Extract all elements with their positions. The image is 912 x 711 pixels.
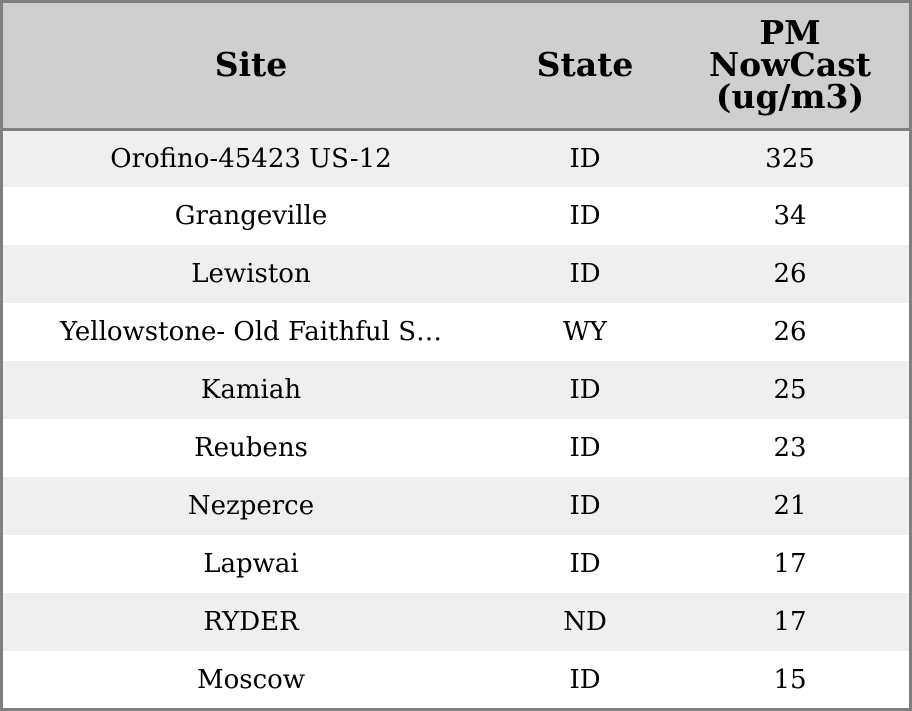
table-row	[3, 303, 909, 361]
cell-state: ID	[569, 491, 601, 521]
table-row	[3, 245, 909, 303]
header-text: (ug/m3)	[715, 77, 865, 117]
table-row	[3, 361, 909, 419]
cell-state: ID	[569, 143, 601, 174]
cell-pm-nowcast: 21	[773, 491, 807, 521]
column-header-state	[499, 3, 671, 129]
cell-site: Orofino-45423 US-12	[110, 143, 392, 174]
cell-site: Lapwai	[203, 549, 299, 579]
table-row	[3, 419, 909, 477]
cell-site: Nezperce	[187, 491, 315, 521]
cell-site: Reubens	[194, 433, 308, 463]
cell-site: Yellowstone- Old Faithful S…	[59, 317, 443, 347]
cell-state: ID	[569, 433, 601, 463]
cell-state: ID	[569, 201, 601, 231]
cell-site: Moscow	[196, 665, 306, 695]
cell-pm-nowcast: 23	[773, 433, 807, 463]
table-row	[3, 593, 909, 651]
table-row	[3, 187, 909, 245]
column-header-pm-nowcast	[671, 3, 909, 129]
table-row	[3, 535, 909, 593]
header-row	[3, 3, 909, 129]
header-text: Site	[214, 45, 288, 85]
cell-pm-nowcast: 325	[765, 143, 815, 174]
cell-pm-nowcast: 34	[773, 201, 807, 231]
table-row	[3, 651, 909, 709]
header-text: State	[536, 45, 634, 85]
table-body	[3, 129, 909, 709]
table-row	[3, 477, 909, 535]
cell-pm-nowcast: 17	[773, 549, 807, 579]
cell-site: RYDER	[203, 607, 299, 637]
cell-pm-nowcast: 26	[773, 259, 807, 289]
cell-pm-nowcast: 17	[773, 607, 807, 637]
table-header	[3, 3, 909, 129]
cell-site: Kamiah	[200, 375, 302, 405]
cell-state: ID	[569, 375, 601, 405]
column-header-site	[3, 3, 499, 129]
cell-site: Lewiston	[191, 259, 311, 289]
data-table	[3, 3, 909, 709]
cell-state: ID	[569, 665, 601, 695]
cell-site: Grangeville	[174, 201, 328, 231]
header-text: NowCast	[708, 45, 872, 85]
cell-pm-nowcast: 15	[773, 665, 807, 695]
header-text: PM	[759, 13, 821, 53]
cell-state: ID	[569, 549, 601, 579]
table-row	[3, 129, 909, 187]
cell-state: ND	[563, 607, 607, 637]
cell-state: WY	[563, 317, 607, 347]
cell-pm-nowcast: 25	[773, 375, 807, 405]
cell-state: ID	[569, 259, 601, 289]
cell-pm-nowcast: 26	[773, 317, 807, 347]
